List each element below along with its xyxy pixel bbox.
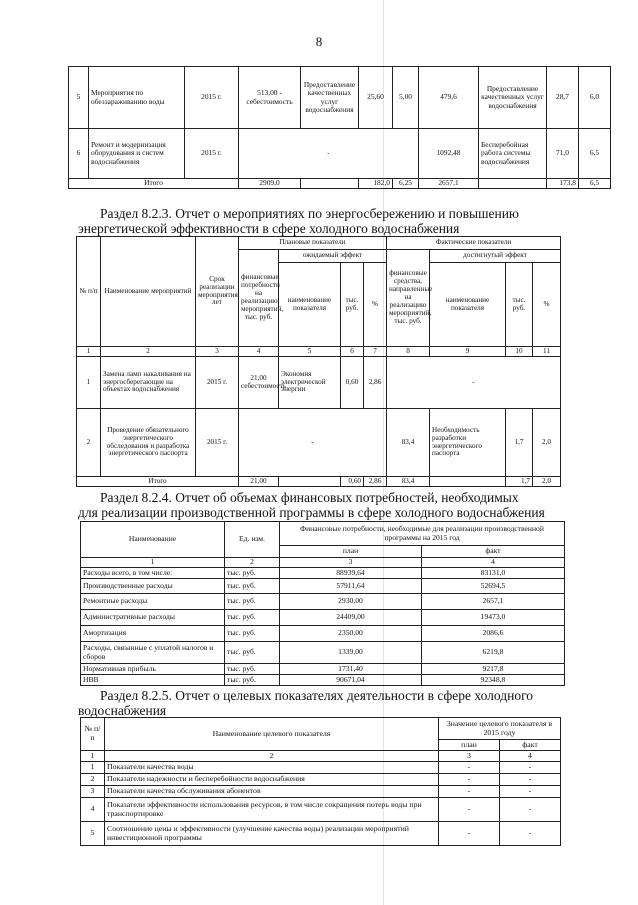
table-row — [81, 822, 561, 846]
total-label: Итого — [77, 477, 239, 487]
total-expected-pct: 6,25 — [393, 179, 419, 189]
row-number: 1 — [81, 762, 105, 774]
plan-dash-cell: - — [239, 129, 419, 179]
total-fact-finance: 83,4 — [387, 477, 430, 487]
column-number: 2 — [101, 347, 196, 357]
empty-cell — [479, 179, 547, 189]
section-824-title-line1: Раздел 8.2.4. Отчет об объемах финансовых потребностей, необходимых — [100, 490, 519, 505]
header-unit: Ед. изм. — [225, 522, 280, 558]
expected-effect-name: Экономия электрической энергии — [279, 357, 341, 409]
expense-name: Амортизация — [81, 626, 225, 642]
column-number: 10 — [506, 347, 533, 357]
header-financial-needs: Финансовые потребности, необходимые для реализации производственной программы на 2015 год — [280, 522, 565, 546]
achieved-effect-name: Предоставление качественных услуг водоснабжения — [479, 67, 547, 129]
plan-value: 2930,00 — [280, 594, 422, 610]
empty-cell — [430, 477, 506, 487]
fact-value: 2086,6 — [422, 626, 565, 642]
column-numbers-row — [81, 751, 561, 762]
fact-dash-cell: - — [387, 357, 561, 409]
fact-value: 83131,0 — [422, 568, 565, 579]
fact-value: - — [500, 762, 561, 774]
column-number: 4 — [422, 558, 565, 568]
unit-cell: тыс. руб. — [225, 664, 280, 675]
column-number: 2 — [105, 751, 439, 762]
table-row — [81, 798, 561, 822]
table-row — [81, 786, 561, 798]
row-number: 3 — [81, 786, 105, 798]
table-header-row — [81, 718, 561, 740]
term-cell: 2015 г. — [196, 357, 239, 409]
table-header-row — [81, 522, 565, 546]
row-number: 4 — [81, 798, 105, 822]
table-row — [81, 610, 565, 626]
column-number: 1 — [81, 751, 105, 762]
plan-value: 57911,64 — [280, 579, 422, 594]
row-number: 2 — [81, 774, 105, 786]
expected-effect-name: Предоставление качественных услуг водоснабжения — [301, 67, 359, 129]
total-plan-finance: 21,00 — [239, 477, 279, 487]
header-indicator-name: наименование показателя — [430, 263, 506, 347]
column-number: 7 — [364, 347, 387, 357]
expected-effect-rub: 0,60 — [341, 357, 364, 409]
total-achieved-pct: 2,0 — [533, 477, 561, 487]
expense-name: Ремонтные расходы — [81, 594, 225, 610]
section-825-title-line2: водоснабжения — [78, 703, 167, 718]
row-number: 2 — [77, 409, 101, 477]
section-825-heading — [78, 688, 570, 718]
unit-cell: тыс. руб. — [225, 594, 280, 610]
table-row — [81, 762, 561, 774]
header-rub: тыс. руб. — [341, 263, 364, 347]
total-achieved-rub: 173,8 — [547, 179, 579, 189]
column-number: 1 — [77, 347, 101, 357]
header-indicator-name: Наименование целевого показателя — [105, 718, 439, 751]
column-number: 8 — [387, 347, 430, 357]
unit-cell: тыс. руб. — [225, 626, 280, 642]
plan-value: - — [439, 798, 500, 822]
unit-cell: тыс. руб. — [225, 568, 280, 579]
section-823-title-line2: энергетической эффективности в сфере холодного водоснабжения — [78, 221, 460, 236]
column-number: 4 — [239, 347, 279, 357]
table-header-row — [77, 237, 561, 250]
expense-name: Административные расходы — [81, 610, 225, 626]
fact-value: 6219,8 — [422, 642, 565, 664]
indicator-name: Показатели качества обслуживания абонентов — [105, 786, 439, 798]
total-label: Итого — [69, 179, 239, 189]
plan-value: 88939,64 — [280, 568, 422, 579]
plan-value: 90671,04 — [280, 675, 422, 686]
total-plan-cost: 2909,0 — [239, 179, 301, 189]
header-indicator-name: наименование показателя — [279, 263, 341, 347]
header-plan: план — [439, 740, 500, 751]
column-number: 1 — [81, 558, 225, 568]
plan-value: - — [439, 822, 500, 846]
table-energy-saving — [76, 236, 561, 487]
header-number: № п/п — [77, 237, 101, 347]
column-number: 4 — [500, 751, 561, 762]
measure-name: Проведение обязательного энергетического обследования и разработка энергетического паспорта — [101, 409, 196, 477]
header-name: Наименование — [81, 522, 225, 558]
achieved-effect-name: Необходимость разработки энергетического паспорта — [430, 409, 506, 477]
table-row — [81, 626, 565, 642]
plan-value: 1339,00 — [280, 642, 422, 664]
header-pct: % — [533, 263, 561, 347]
empty-cell — [301, 179, 359, 189]
header-plan-finance: финансовые потребности на реализацию мероприятий, тыс. руб. — [239, 250, 279, 347]
table-row — [81, 675, 565, 686]
fact-value: - — [500, 822, 561, 846]
header-measure-name: Наименование мероприятий — [101, 237, 196, 347]
header-fact-finance: финансовые средства, направленные на реализацию мероприятий, тыс. руб. — [387, 250, 430, 347]
indicator-name: Показатели качества воды — [105, 762, 439, 774]
total-achieved-pct: 6,5 — [579, 179, 611, 189]
measure-name: Замена ламп накаливания на энергосберегающие на объектах водоснабжения — [101, 357, 196, 409]
page-number: 8 — [315, 34, 323, 49]
indicator-name: Показатели надежности и бесперебойности водоснабжения — [105, 774, 439, 786]
total-expected-pct: 2,86 — [364, 477, 387, 487]
column-number: 3 — [439, 751, 500, 762]
expense-name: НВВ — [81, 675, 225, 686]
measure-name: Ремонт и модернизация оборудования и систем водоснабжения — [89, 129, 185, 179]
achieved-effect-pct: 2,0 — [533, 409, 561, 477]
section-825-title-line1: Раздел 8.2.5. Отчет о целевых показателях деятельности в сфере холодного — [100, 688, 534, 703]
table-row — [81, 568, 565, 579]
header-term: Срок реализации мероприятия, лет — [196, 237, 239, 347]
plan-finance-cell: 21,00 себестоимость — [239, 357, 279, 409]
fact-value: - — [500, 774, 561, 786]
section-824-title-line2: для реализации производственной программы в сфере холодного водоснабжения — [78, 505, 545, 520]
fact-value: - — [500, 798, 561, 822]
term-cell: 2015 г. — [196, 409, 239, 477]
fact-value: 19473,0 — [422, 610, 565, 626]
total-row — [77, 477, 561, 487]
column-numbers-row — [81, 558, 565, 568]
column-number: 9 — [430, 347, 506, 357]
indicator-name: Показатели эффективности использования ресурсов, в том числе сокращения потерь воды при транспортировке — [105, 798, 439, 822]
header-fact-indicators: Фактические показатели — [387, 237, 561, 250]
column-number: 5 — [279, 347, 341, 357]
header-indicator-value: Значение целевого показателя в 2015 году — [439, 718, 561, 740]
row-number: 5 — [81, 822, 105, 846]
total-expected-rub: 0,60 — [341, 477, 364, 487]
row-number: 5 — [69, 67, 89, 129]
header-plan-indicators: Плановые показатели — [239, 237, 387, 250]
plan-value: 24409,00 — [280, 610, 422, 626]
expected-effect-pct: 2,86 — [364, 357, 387, 409]
achieved-effect-pct: 6,5 — [579, 129, 611, 179]
header-pct: % — [364, 263, 387, 347]
fact-value: - — [500, 786, 561, 798]
plan-value: 2350,00 — [280, 626, 422, 642]
achieved-effect-rub: 71,0 — [547, 129, 579, 179]
column-numbers-row — [77, 347, 561, 357]
table-continuation — [68, 66, 611, 189]
achieved-effect-rub: 28,7 — [547, 67, 579, 129]
expected-effect-pct: 5,00 — [393, 67, 419, 129]
achieved-effect-rub: 1,7 — [506, 409, 533, 477]
header-fact: факт — [500, 740, 561, 751]
term-cell: 2015 г. — [185, 129, 239, 179]
header-rub: тыс. руб. — [506, 263, 533, 347]
achieved-effect-name: Бесперебойная работа системы водоснабжения — [479, 129, 547, 179]
header-achieved-effect: достигнутый эффект — [430, 250, 561, 263]
column-number: 3 — [196, 347, 239, 357]
plan-value: - — [439, 774, 500, 786]
expense-name: Расходы, связанные с уплатой налогов и сборов — [81, 642, 225, 664]
table-row — [81, 642, 565, 664]
term-cell: 2015 г. — [185, 67, 239, 129]
header-fact: факт — [422, 546, 565, 558]
section-823-heading — [78, 206, 570, 236]
achieved-effect-pct: 6,0 — [579, 67, 611, 129]
fact-value: 2657,1 — [422, 594, 565, 610]
fact-value: 52694,5 — [422, 579, 565, 594]
total-expected-rub: 182,0 — [359, 179, 393, 189]
plan-value: - — [439, 786, 500, 798]
table-row — [81, 774, 561, 786]
plan-dash-cell: - — [239, 409, 387, 477]
fact-value: 92348,8 — [422, 675, 565, 686]
table-row — [77, 409, 561, 477]
fact-finance-cell: 83,4 — [387, 409, 430, 477]
fact-finance-cell: 1092,48 — [419, 129, 479, 179]
header-expected-effect: ожидаемый эффект — [279, 250, 387, 263]
total-fact-finance: 2657,1 — [419, 179, 479, 189]
section-824-heading — [78, 490, 570, 520]
plan-cost-cell: 513,00 - себестоимость — [239, 67, 301, 129]
expense-name: Нормативная прибыль — [81, 664, 225, 675]
expense-name: Производственные расходы — [81, 579, 225, 594]
table-row — [81, 664, 565, 675]
indicator-name: Соотношение цены и эффективности (улучшение качества воды) реализации мероприятий инвестиционной программы — [105, 822, 439, 846]
unit-cell: тыс. руб. — [225, 579, 280, 594]
empty-cell — [279, 477, 341, 487]
table-row — [77, 357, 561, 409]
unit-cell: тыс. руб. — [225, 675, 280, 686]
table-row — [81, 579, 565, 594]
table-target-indicators — [80, 717, 561, 846]
unit-cell: тыс. руб. — [225, 642, 280, 664]
fact-value: 9217,8 — [422, 664, 565, 675]
table-row — [69, 67, 611, 129]
total-row — [69, 179, 611, 189]
total-achieved-rub: 1,7 — [506, 477, 533, 487]
column-number: 6 — [341, 347, 364, 357]
header-number: № п/п — [81, 718, 105, 751]
column-number: 3 — [280, 558, 422, 568]
plan-value: - — [439, 762, 500, 774]
table-row — [69, 129, 611, 179]
unit-cell: тыс. руб. — [225, 610, 280, 626]
column-number: 11 — [533, 347, 561, 357]
table-financial-needs — [80, 521, 565, 686]
section-823-title-line1: Раздел 8.2.3. Отчет о мероприятиях по энергосбережению и повышению — [100, 206, 520, 221]
table-row — [81, 594, 565, 610]
measure-name: Мероприятия по обеззараживанию воды — [89, 67, 185, 129]
header-plan: план — [280, 546, 422, 558]
row-number: 6 — [69, 129, 89, 179]
column-number: 2 — [225, 558, 280, 568]
fact-finance-cell: 479,6 — [419, 67, 479, 129]
plan-value: 1731,40 — [280, 664, 422, 675]
expected-effect-rub: 25,60 — [359, 67, 393, 129]
expense-name: Расходы всего, в том числе: — [81, 568, 225, 579]
row-number: 1 — [77, 357, 101, 409]
